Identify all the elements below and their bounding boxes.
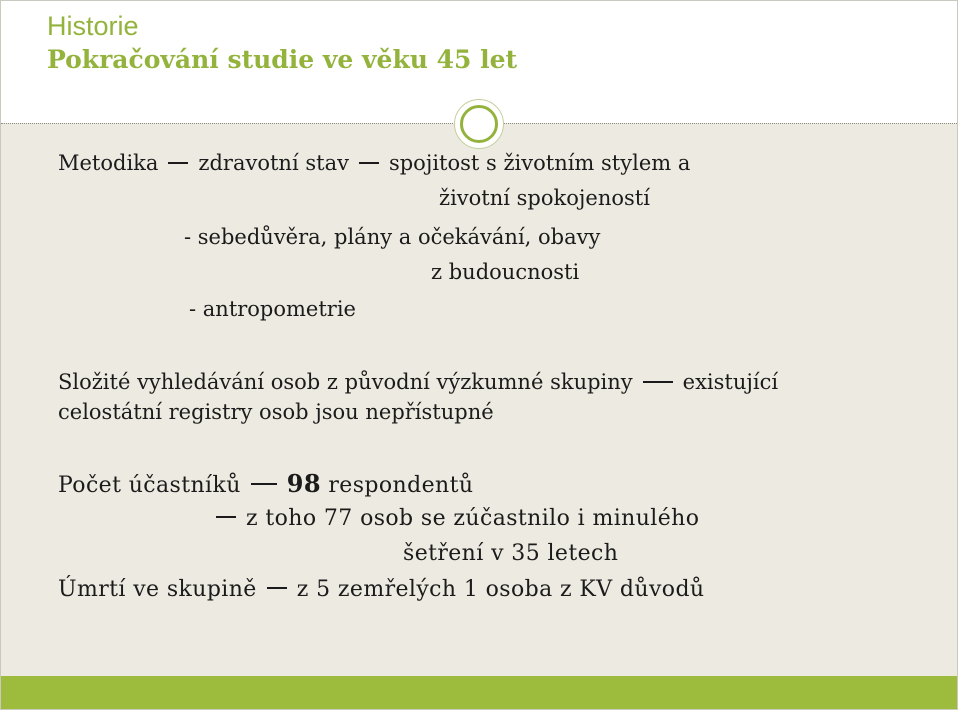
dash-separator [251, 483, 277, 485]
methodology-line-4: z budoucnosti [431, 260, 580, 284]
methodology-line-2: životní spokojeností [439, 186, 650, 210]
dash-separator [267, 587, 287, 589]
participants-label: Počet účastníků [58, 473, 241, 498]
methodology-health: zdravotní stav [198, 151, 349, 175]
dash-separator [643, 381, 673, 383]
participants-detail-text: z toho 77 osob se zúčastnilo i minulého [246, 506, 700, 531]
section-label: Historie [47, 11, 139, 41]
participants-detail-1 [216, 506, 699, 531]
search-existing: existující [682, 370, 779, 394]
search-line-2: celostátní registry osob jsou nepřístupné [58, 400, 494, 424]
participants-detail-2: šetření v 35 letech [403, 541, 619, 566]
methodology-lifestyle: spojitost s životním stylem a [388, 151, 691, 175]
slide-title: Pokračování studie ve věku 45 let [47, 45, 518, 74]
circle-ornament-icon [454, 99, 504, 149]
participants-count: 98 [286, 469, 321, 498]
participants-line [58, 469, 473, 498]
dash-separator [168, 162, 188, 164]
dash-separator [359, 162, 379, 164]
methodology-label: Metodika [58, 151, 159, 175]
methodology-line-3: - sebedůvěra, plány a očekávání, obavy [184, 225, 601, 249]
search-line-1 [58, 370, 778, 394]
methodology-line-1 [58, 151, 690, 175]
methodology-line-5: - antropometrie [189, 297, 356, 321]
dash-separator [216, 516, 236, 518]
footer-bar [1, 676, 957, 710]
search-text: Složité vyhledávání osob z původní výzkumné skupiny [58, 370, 633, 394]
mortality-text: z 5 zemřelých 1 osoba z KV důvodů [296, 577, 705, 602]
participants-unit: respondentů [328, 473, 474, 498]
mortality-label: Úmrtí ve skupině [58, 577, 257, 602]
mortality-line [58, 577, 705, 602]
